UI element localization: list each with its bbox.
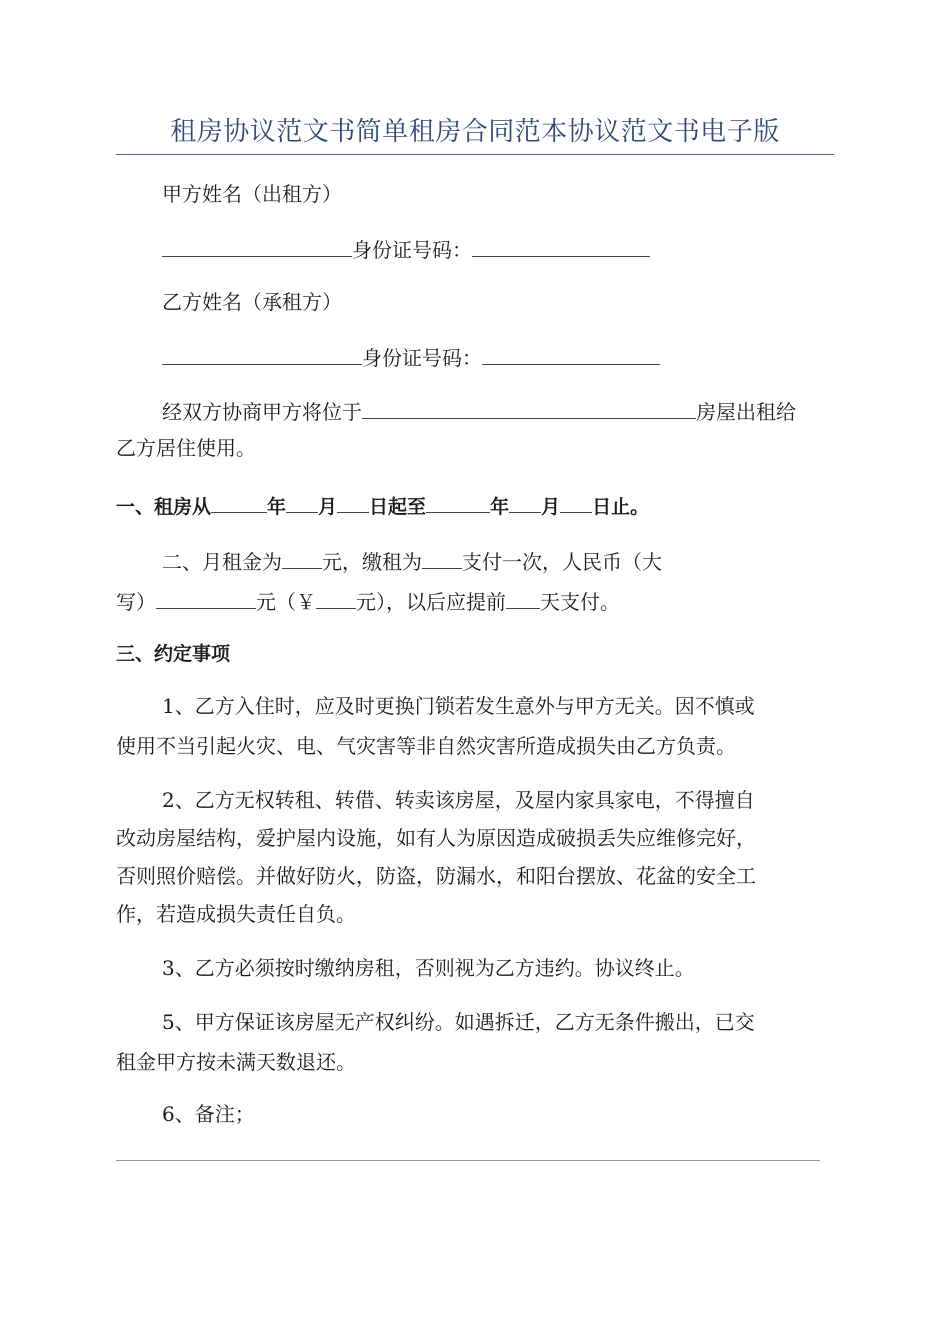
start-year-blank [211,488,267,513]
rent-line-1 [162,544,836,578]
rent-f: 元），以后应提前 [356,590,506,614]
clause-6-remarks: 6、备注； [162,1102,255,1126]
party-a-id-label: 身份证号码： [352,238,472,262]
start-day-blank [337,488,369,513]
remarks-blank-line [116,1160,820,1161]
clause-2-line-2: 改动房屋结构，爱护屋内设施，如有人为原因造成破损丢失应维修完好， [116,826,756,850]
clause-2-line-3: 否则照价赔偿。并做好防火，防盗，防漏水，和阳台摆放、花盆的安全工 [116,864,756,888]
party-b-id-label: 身份证号码： [362,346,482,370]
rent-amount-number-blank [316,584,356,609]
advance-days-blank [506,584,540,609]
intro-suffix: 房屋出租给 [696,400,796,424]
clause-5-line-1: 5、甲方保证该房屋无产权纠纷。如遇拆迁，乙方无条件搬出，已交 [162,1010,755,1034]
lease-term-line [116,488,836,523]
document-title: 租房协议范文书简单租房合同范本协议范文书电子版 [170,117,780,147]
term-month-2: 月 [541,496,561,518]
end-year-blank [426,488,490,513]
term-day-2: 日止。 [592,496,650,518]
rent-amount-words-blank [156,584,256,609]
monthly-rent-blank [282,544,322,569]
party-b-id-blank [482,340,660,365]
party-a-id-row [162,232,836,266]
term-year-2: 年 [490,496,510,518]
end-month-blank [509,488,541,513]
clause-2-line-1: 2、乙方无权转租、转借、转卖该房屋，及屋内家具家电，不得擅自 [162,788,755,812]
section-3-heading: 三、约定事项 [116,643,231,665]
end-day-blank [560,488,592,513]
intro-prefix: 经双方协商甲方将位于 [162,400,362,424]
term-year-1: 年 [267,496,287,518]
party-a-id-blank [472,232,650,257]
rent-b: 元，缴租为 [322,550,422,574]
term-day-1: 日起至 [369,496,427,518]
clause-2-line-4: 作，若造成损失责任自负。 [116,902,356,926]
party-a-name-blank [162,232,352,257]
rent-a: 二、月租金为 [162,550,282,574]
clause-3: 3、乙方必须按时缴纳房租，否则视为乙方违约。协议终止。 [162,956,695,980]
party-b-name-blank [162,340,362,365]
clause-1-line-1: 1、乙方入住时，应及时更换门锁若发生意外与甲方无关。因不慎或 [162,694,755,718]
intro-line-1 [162,394,836,428]
party-b-id-row [162,340,836,374]
rent-g: 天支付。 [540,590,620,614]
payment-cycle-blank [422,544,462,569]
party-b-name-label: 乙方姓名（承租方） [162,290,342,314]
intro-line-2: 乙方居住使用。 [116,436,256,460]
rent-e: 元（￥ [256,590,316,614]
term-start: 一、租房从 [116,496,212,518]
party-a-name-label: 甲方姓名（出租方） [162,182,342,206]
start-month-blank [286,488,318,513]
rent-line-2 [116,584,836,618]
rent-d: 写） [116,590,156,614]
property-address-blank [362,394,696,419]
clause-1-line-2: 使用不当引起火灾、电、气灾害等非自然灾害所造成损失由乙方负责。 [116,734,736,758]
rent-c: 支付一次，人民币（大 [462,550,662,574]
title-underline [116,154,834,155]
clause-5-line-2: 租金甲方按未满天数退还。 [116,1050,356,1074]
term-month-1: 月 [318,496,338,518]
